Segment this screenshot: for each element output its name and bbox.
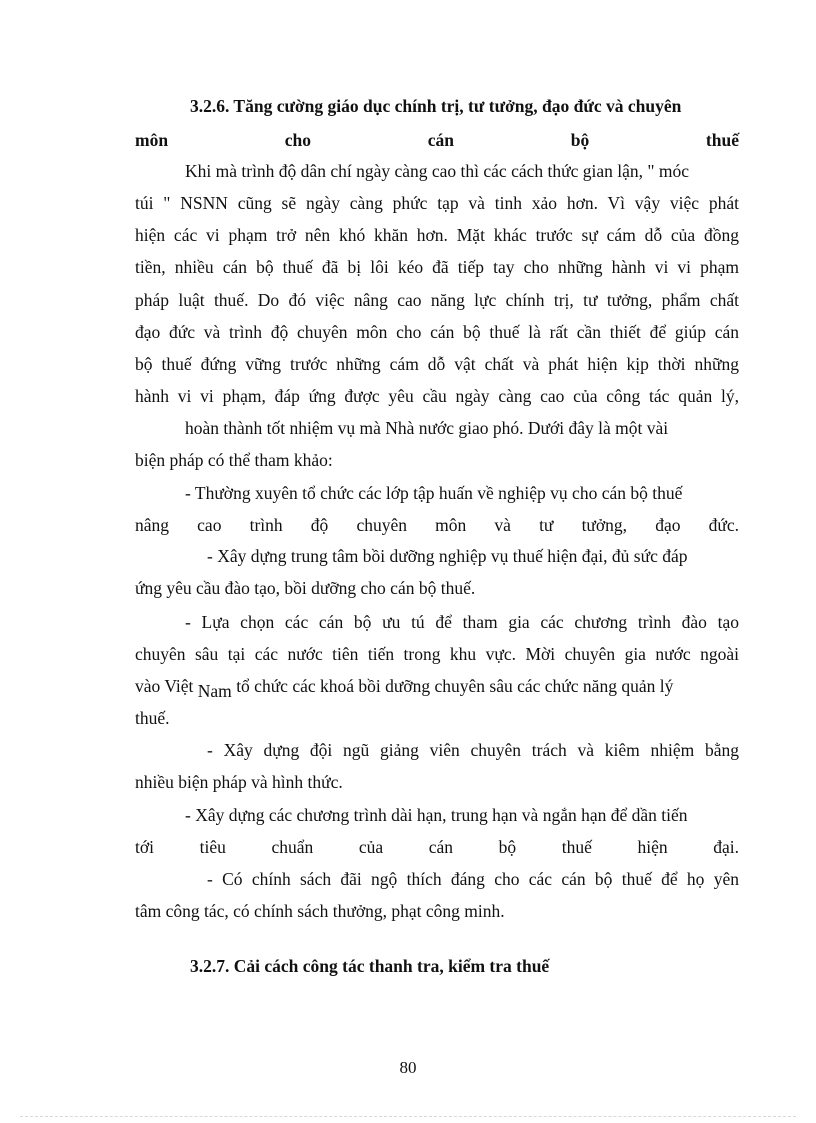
section-heading-2: 3.2.7. Cải cách công tác thanh tra, kiểm tra thuế [190, 956, 550, 976]
bullet-6-line: tâm công tác, có chính sách thưởng, phạt công minh. [135, 901, 505, 921]
paragraph-1-line: hành vi vi phạm, đáp ứng được yêu cầu ngày càng cao của công tác quản lý, [135, 386, 739, 406]
bullet-3-subscript-text: Nam [197, 681, 232, 701]
paragraph-2-line: biện pháp có thể tham khảo: [135, 450, 333, 470]
bullet-3-line: chuyên sâu tại các nước tiên tiến trong khu vực. Mời chuyên gia nước ngoài [135, 644, 739, 664]
section-heading-1-line-2: môn cho cán bộ thuế [135, 130, 739, 150]
paragraph-1-line: túi " NSNN cũng sẽ ngày càng phức tạp và tinh xảo hơn. Vì vậy việc phát [135, 193, 739, 213]
paragraph-1-line: tiền, nhiều cán bộ thuế đã bị lôi kéo đã tiếp tay cho những hành vi vi phạm [135, 257, 739, 277]
bullet-3-text: vào Việt [135, 676, 198, 696]
paragraph-1-line: pháp luật thuế. Do đó việc nâng cao năng lực chính trị, tư tưởng, phẩm chất [135, 290, 739, 310]
page-number: 80 [399, 1058, 417, 1077]
paragraph-1-line: Khi mà trình độ dân chí ngày càng cao thì các cách thức gian lận, " móc [185, 161, 690, 181]
bullet-4-line: nhiều biện pháp và hình thức. [135, 772, 343, 792]
bullet-6-line: - Có chính sách đãi ngộ thích đáng cho các cán bộ thuế để họ yên [207, 869, 739, 889]
bullet-5-line: tới tiêu chuẩn của cán bộ thuế hiện đại. [135, 837, 739, 857]
page-bottom-divider [20, 1116, 796, 1117]
bullet-4-line: - Xây dựng đội ngũ giảng viên chuyên trách và kiêm nhiệm bằng [207, 740, 739, 760]
bullet-3-line [135, 675, 739, 701]
paragraph-1-line: hiện các vi phạm trở nên khó khăn hơn. Mặt khác trước sự cám dỗ của đồng [135, 225, 739, 245]
paragraph-1-line: đạo đức và trình độ chuyên môn cho cán bộ thuế là rất cần thiết để giúp cán [135, 322, 739, 342]
paragraph-2-line: hoàn thành tốt nhiệm vụ mà Nhà nước giao phó. Dưới đây là một vài [185, 418, 669, 438]
bullet-3-line: thuế. [135, 708, 170, 728]
section-heading-1-line-1: 3.2.6. Tăng cường giáo dục chính trị, tư tưởng, đạo đức và chuyên [190, 96, 682, 116]
paragraph-1-line: bộ thuế đứng vững trước những cám dỗ vật chất và phát hiện kịp thời những [135, 354, 739, 374]
bullet-1-line: - Thường xuyên tổ chức các lớp tập huấn về nghiệp vụ cho cán bộ thuế [185, 483, 683, 503]
bullet-1-line: nâng cao trình độ chuyên môn và tư tưởng, đạo đức. [135, 515, 739, 535]
bullet-3-text: tổ chức các khoá bồi dưỡng chuyên sâu các chức năng quản lý [231, 676, 674, 696]
bullet-5-line: - Xây dựng các chương trình dài hạn, trung hạn và ngắn hạn để dần tiến [185, 805, 688, 825]
bullet-3-line: - Lựa chọn các cán bộ ưu tú để tham gia các chương trình đào tạo [185, 612, 739, 632]
bullet-2-line: ứng yêu cầu đào tạo, bồi dưỡng cho cán bộ thuế. [135, 578, 476, 598]
bullet-2-line: - Xây dựng trung tâm bồi dưỡng nghiệp vụ thuế hiện đại, đủ sức đáp [207, 546, 688, 566]
